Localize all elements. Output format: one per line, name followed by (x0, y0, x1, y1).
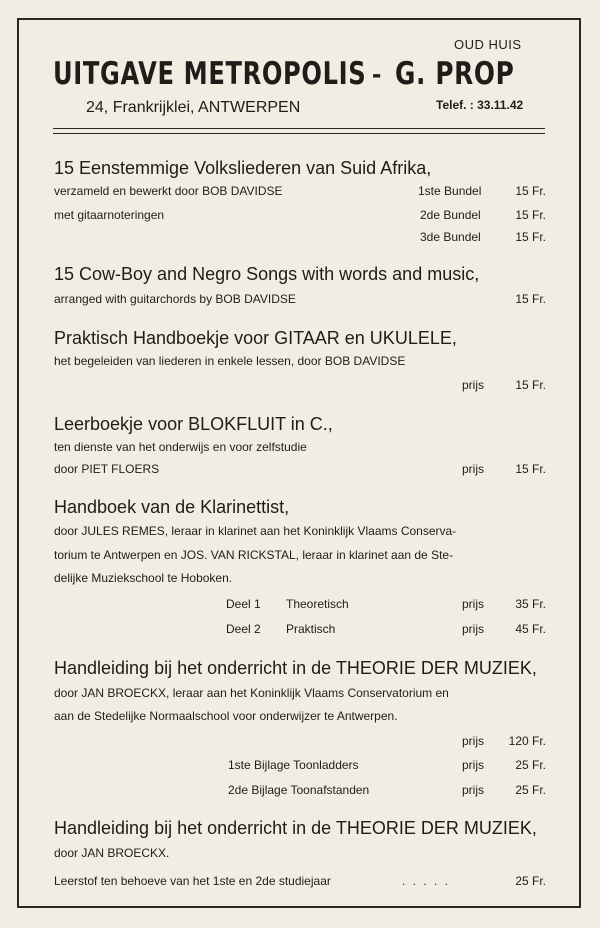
entry-price: 25 Fr. (515, 874, 546, 888)
entry-line: aan de Stedelijke Normaalschool voor onderwijzer te Antwerpen. (54, 709, 398, 723)
part-name: Praktisch (286, 622, 336, 636)
oud-huis-label: OUD HUIS (454, 37, 522, 52)
entry-title: Handleiding bij het onderricht in de THEORIE DER MUZIEK, (54, 658, 537, 678)
publisher-address: 24, Frankrijklei, ANTWERPEN (86, 99, 301, 116)
entry-line: arranged with guitarchords by BOB DAVIDSE (54, 292, 296, 306)
part-price: 35 Fr. (515, 597, 546, 611)
part-deel: Deel 1 (226, 597, 261, 611)
entry-line: door JAN BROECKX, leraar aan het Koninklijk Vlaams Conservatorium en (54, 686, 449, 700)
bundle-price: 15 Fr. (515, 184, 546, 198)
entry-line: torium te Antwerpen en JOS. VAN RICKSTAL, leraar in klarinet aan de Ste- (54, 548, 454, 562)
entry-line: ten dienste van het onderwijs en voor zelfstudie (54, 440, 307, 454)
part-price: 25 Fr. (515, 783, 546, 797)
entry-line: door PIET FLOERS (54, 462, 160, 476)
prijs-label: prijs (462, 734, 485, 748)
header-rule-top (53, 128, 545, 129)
entry-title: Praktisch Handboekje voor GITAAR en UKULELE, (54, 328, 457, 348)
entry-title: 15 Cow-Boy and Negro Songs with words and music, (54, 264, 480, 284)
prijs-label: prijs (462, 597, 485, 611)
bundle-label: 1ste Bundel (418, 184, 482, 198)
entry-price: 120 Fr. (508, 734, 546, 748)
part-price: 25 Fr. (515, 758, 546, 772)
prijs-label: prijs (462, 462, 485, 476)
leader-dots: . . . . . (402, 874, 451, 888)
header-rule-bottom (53, 133, 545, 134)
bundle-label: 2de Bundel (420, 208, 481, 222)
entry-line: met gitaarnoteringen (54, 208, 165, 222)
part-price: 45 Fr. (515, 622, 546, 636)
entry-title: 15 Eenstemmige Volksliederen van Suid Afrika, (54, 158, 432, 178)
part-deel: Deel 2 (226, 622, 261, 636)
entry-line: door JAN BROECKX. (54, 846, 170, 860)
entry-price: 15 Fr. (515, 378, 546, 392)
entry-title: Leerboekje voor BLOKFLUIT in C., (54, 414, 333, 434)
entry-title: Handleiding bij het onderricht in de THEORIE DER MUZIEK, (54, 818, 537, 838)
prijs-label: prijs (462, 378, 485, 392)
bundle-label: 3de Bundel (420, 230, 481, 244)
entry-line: delijke Muziekschool te Hoboken. (54, 571, 233, 585)
part-name: 1ste Bijlage Toonladders (228, 758, 359, 772)
entry-price: 15 Fr. (515, 462, 546, 476)
publisher-telephone: Telef. : 33.11.42 (436, 98, 524, 112)
part-name: 2de Bijlage Toonafstanden (228, 783, 370, 797)
prijs-label: prijs (462, 758, 485, 772)
prijs-label: prijs (462, 622, 485, 636)
prijs-label: prijs (462, 783, 485, 797)
entry-line: verzameld en bewerkt door BOB DAVIDSE (54, 184, 283, 198)
study-line: Leerstof ten behoeve van het 1ste en 2de studiejaar (54, 874, 331, 888)
publisher-dash: - (372, 58, 382, 89)
bundle-price: 15 Fr. (515, 230, 546, 244)
entry-line: door JULES REMES, leraar in klarinet aan het Koninklijk Vlaams Conserva- (54, 524, 457, 538)
entry-line: het begeleiden van liederen in enkele lessen, door BOB DAVIDSE (54, 354, 406, 368)
entry-title: Handboek van de Klarinettist, (54, 497, 290, 517)
part-name: Theoretisch (286, 597, 349, 611)
entry-price: 15 Fr. (515, 292, 546, 306)
publisher-owner: G. PROP (395, 56, 515, 92)
bundle-price: 15 Fr. (515, 208, 546, 222)
publisher-name: UITGAVE METROPOLIS (53, 56, 367, 92)
